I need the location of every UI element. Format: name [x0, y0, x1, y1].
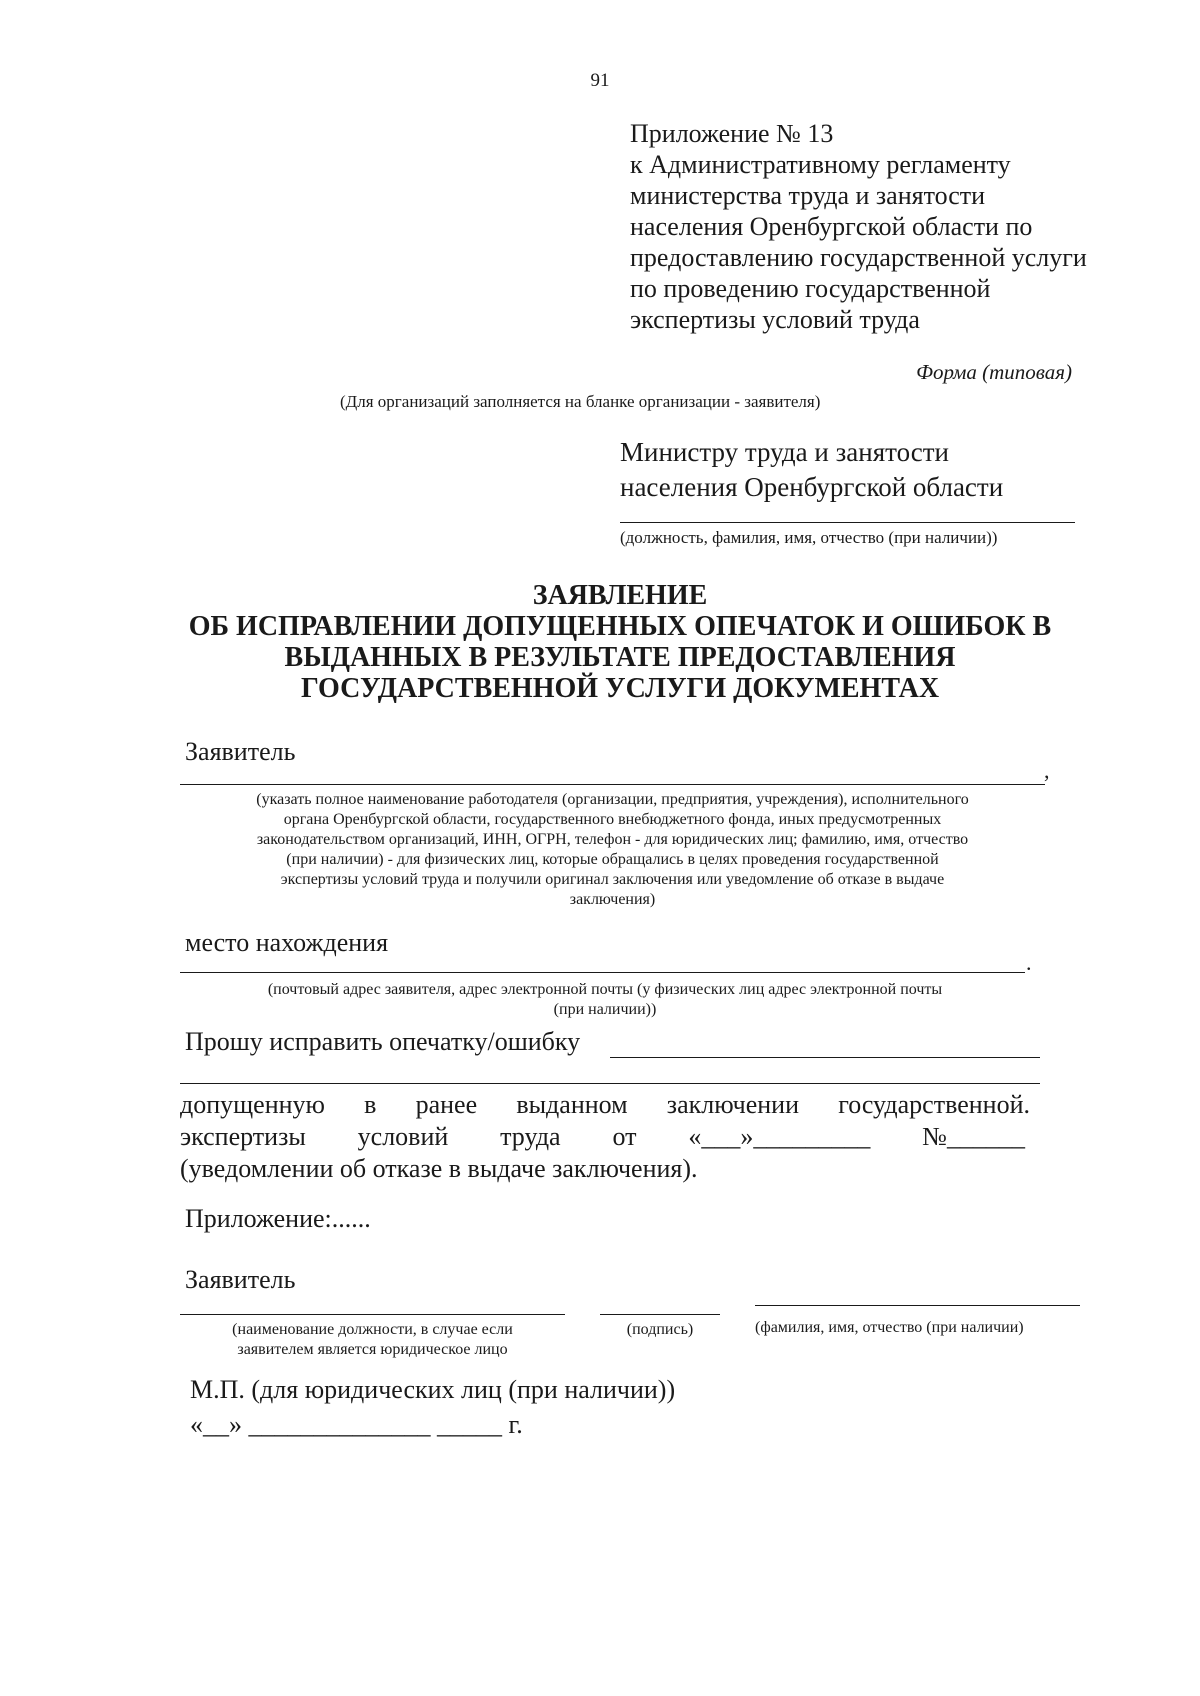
full-name-hint: (фамилия, имя, отчество (при наличии): [755, 1319, 1024, 1336]
request-number-field: №______: [922, 1122, 1025, 1151]
page-number: 91: [590, 70, 610, 91]
location-field-line: [180, 972, 1025, 973]
appendix-block: [630, 118, 1100, 335]
addressee-line-1: Министру труда и занятости: [620, 437, 949, 467]
applicant-hint-line: заключения): [569, 891, 656, 908]
request-label: Прошу исправить опечатку/ошибку: [185, 1027, 581, 1056]
request-word: труда: [500, 1122, 561, 1151]
title-line-1: ЗАЯВЛЕНИЕ: [532, 580, 708, 611]
request-word: ранее: [415, 1090, 478, 1119]
location-dot: .: [1026, 950, 1032, 975]
request-word: заключении: [666, 1090, 800, 1119]
applicant-hint-line: законодательством организаций, ИНН, ОГРН, телефон - для юридических лиц; фамилию, имя, отчество: [256, 831, 969, 848]
appendix-line: предоставлению государственной услуги: [630, 243, 1087, 272]
appendix-line: министерства труда и занятости: [630, 181, 986, 210]
position-line: [180, 1314, 565, 1315]
location-hint: [180, 980, 1030, 1020]
applicant-hint-line: (указать полное наименование работодателя (организации, предприятия, учреждения), исполнительного: [256, 791, 969, 808]
applicant-comma: ,: [1044, 758, 1050, 783]
request-word: в: [364, 1090, 377, 1119]
request-word: от: [612, 1122, 637, 1151]
location-hint-line-1: (почтовый адрес заявителя, адрес электронной почты (у физических лиц адрес электронной почты: [267, 981, 943, 998]
request-row-1: [180, 1090, 1030, 1120]
request-date-field: «___»_________: [688, 1122, 871, 1151]
location-label: место нахождения: [185, 928, 389, 957]
request-word: условий: [357, 1122, 449, 1151]
request-row-2: [180, 1122, 1025, 1152]
location-hint-line-2: (при наличии)): [553, 1001, 657, 1018]
request-word: выданном: [516, 1090, 628, 1119]
full-name-line: [755, 1305, 1080, 1306]
signature-hint: (подпись): [626, 1321, 694, 1338]
attachment-label: Приложение:......: [185, 1204, 371, 1233]
position-hint-line-2: заявителем является юридическое лицо: [237, 1341, 508, 1358]
signature-line: [600, 1314, 720, 1315]
addressee-block: [620, 435, 1003, 505]
signature-applicant-label: Заявитель: [185, 1265, 296, 1294]
request-row-3: (уведомлении об отказе в выдаче заключения).: [180, 1154, 698, 1183]
title-line-3: ВЫДАННЫХ В РЕЗУЛЬТАТЕ ПРЕДОСТАВЛЕНИЯ: [284, 642, 956, 673]
position-hint: [180, 1320, 565, 1360]
document-title: [170, 580, 1070, 704]
request-field-line-2: [180, 1083, 1040, 1084]
addressee-underline: [620, 522, 1075, 523]
request-word: государственной.: [838, 1090, 1030, 1119]
addressee-hint: (должность, фамилия, имя, отчество (при наличии)): [620, 528, 998, 547]
form-type: Форма (типовая): [916, 360, 1072, 384]
appendix-line: к Административному регламенту: [630, 150, 1011, 179]
applicant-field-line: [180, 784, 1045, 785]
request-field-line-1: [610, 1057, 1040, 1058]
blank-note: (Для организаций заполняется на бланке организации - заявителя): [340, 392, 821, 411]
applicant-hint: [165, 790, 1060, 910]
request-word: допущенную: [180, 1090, 325, 1119]
date-line: «__» ______________ _____ г.: [190, 1410, 523, 1439]
position-hint-line-1: (наименование должности, в случае если: [232, 1321, 513, 1338]
appendix-line: Приложение № 13: [630, 119, 834, 148]
appendix-line: населения Оренбургской области по: [630, 212, 1033, 241]
title-line-2: ОБ ИСПРАВЛЕНИИ ДОПУЩЕННЫХ ОПЕЧАТОК И ОШИБОК В: [188, 611, 1052, 642]
stamp-line: М.П. (для юридических лиц (при наличии)): [190, 1375, 676, 1404]
applicant-hint-line: (при наличии) - для физических лиц, которые обращались в целях проведения государственной: [286, 851, 939, 868]
applicant-label: Заявитель: [185, 737, 296, 766]
applicant-hint-line: экспертизы условий труда и получили оригинал заключения или уведомление об отказе в выдаче: [280, 871, 945, 888]
applicant-hint-line: органа Оренбургской области, государственного внебюджетного фонда, иных предусмотренных: [283, 811, 942, 828]
request-word: экспертизы: [180, 1122, 306, 1151]
title-line-4: ГОСУДАРСТВЕННОЙ УСЛУГИ ДОКУМЕНТАХ: [300, 673, 940, 704]
appendix-line: по проведению государственной: [630, 274, 991, 303]
appendix-line: экспертизы условий труда: [630, 305, 920, 334]
addressee-line-2: населения Оренбургской области: [620, 472, 1004, 502]
